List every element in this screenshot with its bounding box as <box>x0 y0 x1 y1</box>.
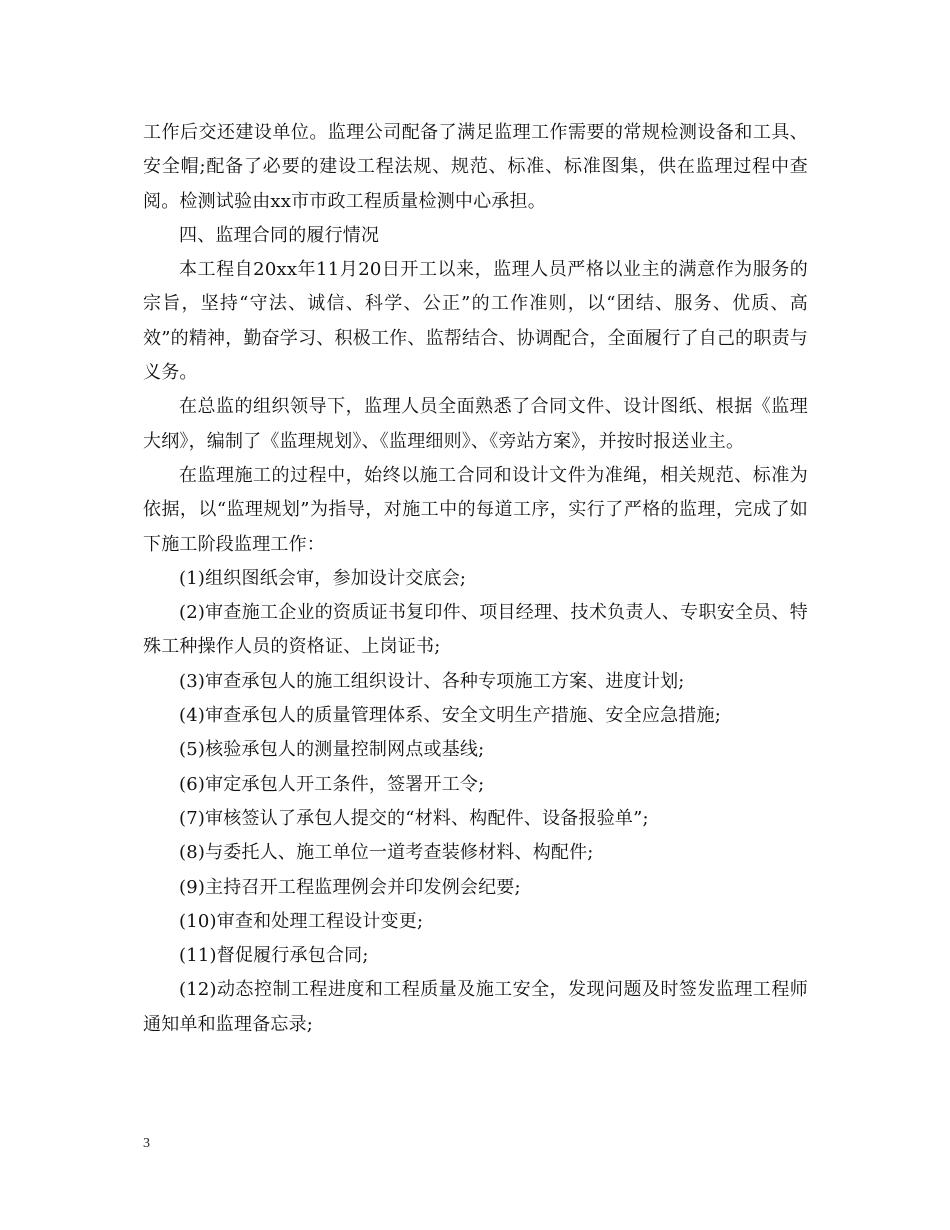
list-item: (2)审查施工企业的资质证书复印件、项目经理、技术负责人、专职安全员、特殊工种操作人员的资格证、上岗证书; <box>143 602 808 658</box>
list-item: (7)审核签认了承包人提交的“材料、构配件、设备报验单”; <box>179 807 649 829</box>
list-item: (1)组织图纸会审，参加设计交底会; <box>179 567 467 589</box>
paragraph-continuation: 工作后交还建设单位。监理公司配备了满足监理工作需要的常规检测设备和工具、安全帽;配备了必要的建设工程法规、规范、标准、标准图集，供在监理过程中查阅。检测试验由xx市市政工程质量检测中心承担。 <box>143 122 808 212</box>
paragraph-leadership: 在总监的组织领导下，监理人员全面熟悉了合同文件、设计图纸、根据《监理大纲》，编制了《监理规划》、《监理细则》、《旁站方案》，并按时报送业主。 <box>143 396 808 452</box>
paragraph-construction-supervision: 在监理施工的过程中，始终以施工合同和设计文件为准绳，相关规范、标准为依据，以“监理规划”为指导，对施工中的每道工序，实行了严格的监理，完成了如下施工阶段监理工作： <box>143 464 808 555</box>
document-body <box>143 116 808 1042</box>
list-item: (12)动态控制工程进度和工程质量及施工安全，发现问题及时签发监理工程师通知单和监理备忘录; <box>143 979 808 1035</box>
list-item: (10)审查和处理工程设计变更; <box>179 910 424 932</box>
list-item: (5)核验承包人的测量控制网点或基线; <box>179 739 485 761</box>
section-heading: 四、监理合同的履行情况 <box>179 224 380 246</box>
list-item: (8)与委托人、施工单位一道考查装修材料、构配件; <box>179 842 594 864</box>
list-item: (3)审查承包人的施工组织设计、各种专项施工方案、进度计划; <box>179 670 685 692</box>
list-item: (9)主持召开工程监理例会并印发例会纪要; <box>179 876 521 898</box>
list-item: (11)督促履行承包合同; <box>179 945 369 967</box>
page-number: 3 <box>143 1136 150 1151</box>
list-item: (4)审查承包人的质量管理体系、安全文明生产措施、安全应急措施; <box>179 705 721 727</box>
paragraph-performance: 本工程自20xx年11月20日开工以来，监理人员严格以业主的满意作为服务的宗旨，坚持“守法、诚信、科学、公正”的工作准则，以“团结、服务、优质、高效”的精神，勤奋学习、积极工作、监帮结合、协调配合，全面履行了自己的职责与义务。 <box>143 259 808 384</box>
list-item: (6)审定承包人开工条件，签署开工令; <box>179 773 485 795</box>
